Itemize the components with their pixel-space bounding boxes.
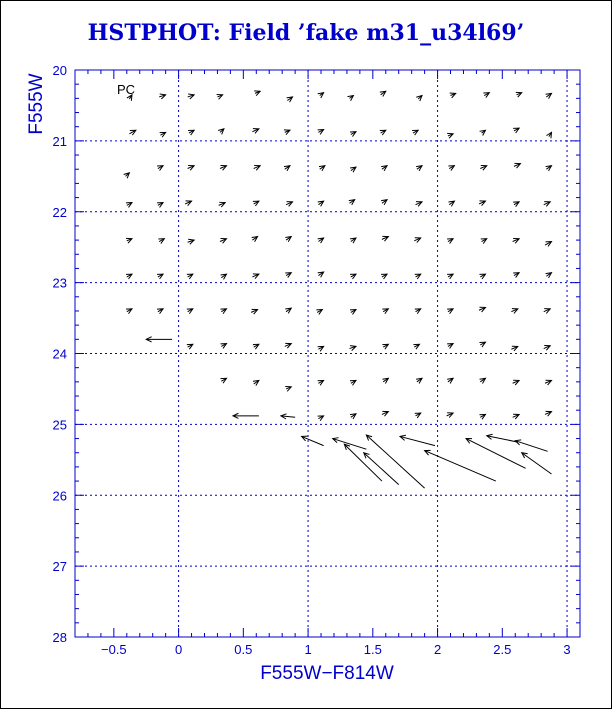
small-vector	[129, 130, 135, 135]
small-vector	[126, 238, 132, 243]
long-vector	[302, 436, 324, 446]
x-tick-label: 2	[433, 642, 442, 657]
long-vector-shaft	[400, 436, 435, 445]
long-vector-shaft	[425, 451, 496, 481]
long-vector	[487, 434, 518, 442]
small-vector	[252, 237, 258, 242]
small-vector	[380, 91, 386, 96]
small-vector	[350, 380, 356, 385]
y-tick-label: 28	[52, 630, 67, 645]
small-vector	[513, 414, 519, 419]
small-vector	[350, 238, 356, 243]
small-vector	[545, 411, 551, 416]
small-vector	[381, 200, 387, 205]
small-vector	[157, 274, 163, 279]
small-vector	[285, 343, 291, 348]
y-tick-label: 21	[52, 133, 67, 149]
small-vector	[285, 308, 291, 313]
small-vector	[447, 133, 453, 138]
small-vector	[157, 166, 163, 171]
small-vector	[188, 239, 194, 244]
small-vector	[546, 132, 551, 138]
small-vector	[447, 378, 453, 383]
pc-annotation: PC	[117, 82, 136, 97]
small-vector	[185, 201, 191, 206]
small-vector	[285, 273, 291, 278]
long-vector	[233, 413, 259, 418]
small-vector	[318, 238, 324, 243]
small-vector	[217, 94, 223, 99]
long-vector-shaft	[302, 436, 324, 445]
small-vector	[159, 94, 165, 99]
small-vector	[514, 163, 520, 168]
small-vector	[448, 166, 454, 171]
small-vector	[285, 237, 291, 242]
small-vector	[546, 273, 552, 278]
small-vector	[318, 130, 324, 135]
small-vector	[188, 94, 194, 99]
small-vector	[126, 274, 132, 279]
small-vector	[380, 130, 386, 135]
small-vector	[188, 130, 194, 135]
long-vector	[344, 444, 382, 481]
long-vector	[400, 435, 435, 445]
long-vector	[333, 438, 367, 449]
small-vector	[350, 414, 356, 419]
small-vector	[253, 201, 259, 206]
small-vector	[447, 239, 453, 244]
x-tick-label: −0.5	[101, 642, 127, 657]
small-vector	[516, 92, 522, 97]
small-vector	[347, 96, 353, 101]
small-vector	[319, 166, 325, 171]
x-tick-label: 0.5	[234, 642, 253, 657]
small-vector	[513, 238, 519, 243]
small-vector	[381, 166, 387, 171]
small-vector	[349, 200, 355, 205]
long-vector	[522, 453, 552, 474]
small-vector	[251, 309, 257, 314]
small-vector	[316, 310, 322, 315]
small-vector	[350, 167, 356, 172]
small-vector	[382, 309, 388, 314]
small-vector	[318, 201, 324, 206]
small-vector	[415, 274, 421, 279]
small-vector	[481, 239, 487, 244]
grid	[75, 70, 580, 637]
small-vector	[450, 93, 456, 98]
small-vector	[318, 93, 324, 98]
x-axis-label: F555W−F814W	[260, 663, 394, 684]
small-vector-head	[546, 132, 551, 138]
small-vector	[187, 344, 193, 349]
small-vector	[480, 378, 486, 383]
small-vector	[382, 344, 388, 349]
small-vector	[284, 166, 290, 171]
small-vector	[546, 93, 552, 98]
long-vector-shaft	[366, 435, 424, 488]
small-vector	[350, 132, 356, 137]
small-vector	[253, 344, 259, 349]
small-vector	[350, 346, 356, 351]
small-vector	[447, 413, 453, 418]
small-vector	[221, 309, 227, 314]
long-vector-shaft	[515, 441, 547, 452]
small-vector	[252, 129, 258, 134]
x-tick-labels	[101, 642, 571, 657]
small-vector	[126, 203, 132, 208]
long-vector-shaft	[522, 453, 552, 474]
small-vector	[511, 309, 517, 314]
small-vector	[416, 202, 422, 207]
small-vector	[160, 132, 166, 137]
small-vector	[544, 202, 550, 207]
y-tick-label: 23	[52, 275, 67, 291]
long-vector-shaft	[344, 444, 382, 481]
y-tick-label: 20	[52, 63, 67, 78]
small-vector	[412, 130, 418, 135]
small-vector	[350, 274, 356, 279]
small-vector	[381, 274, 387, 279]
small-vector	[284, 130, 290, 135]
small-vector	[318, 416, 324, 421]
y-tick-label: 26	[52, 488, 67, 504]
small-vector	[187, 274, 193, 279]
small-vector	[220, 238, 226, 243]
long-vector	[281, 414, 295, 419]
small-vector	[416, 378, 422, 383]
long-vector	[146, 337, 172, 342]
y-axis-label: F555W	[26, 73, 47, 135]
small-vector	[479, 274, 485, 279]
small-vector	[479, 342, 485, 347]
small-vector	[253, 380, 259, 385]
small-vector	[382, 411, 388, 416]
small-vector	[447, 309, 453, 314]
small-vector	[382, 236, 388, 241]
small-vector	[513, 380, 519, 385]
y-tick-labels	[53, 63, 67, 645]
small-vector	[483, 93, 489, 98]
small-vector	[221, 344, 227, 349]
y-tick-label: 27	[52, 559, 67, 575]
small-vector	[220, 165, 226, 170]
small-vector	[157, 309, 163, 314]
small-vector	[511, 346, 517, 351]
small-vector	[187, 309, 193, 314]
small-vector	[479, 201, 485, 206]
small-vector	[480, 165, 486, 170]
small-vector	[546, 166, 552, 171]
small-vector	[513, 128, 519, 133]
small-vector	[479, 414, 485, 419]
y-tick-label: 25	[52, 417, 67, 433]
small-vector	[157, 203, 163, 208]
small-vector	[447, 274, 453, 279]
small-vector	[416, 96, 422, 102]
small-vector	[545, 242, 551, 247]
small-vector	[221, 274, 227, 279]
small-vector	[416, 166, 422, 171]
small-vector	[252, 274, 258, 279]
small-vector	[254, 91, 260, 96]
long-vector	[466, 439, 526, 469]
small-vector	[318, 346, 324, 351]
y-tick-label: 24	[52, 346, 67, 362]
small-vector	[318, 272, 324, 277]
small-vector	[415, 309, 421, 314]
long-vector	[425, 450, 496, 481]
small-vector	[318, 380, 324, 385]
y-tick-label: 22	[52, 204, 67, 220]
small-vector	[544, 345, 550, 350]
small-vector	[413, 344, 419, 349]
small-vector	[126, 309, 132, 314]
small-vector	[221, 378, 227, 383]
x-tick-label: 2.5	[493, 642, 512, 657]
long-vector	[366, 435, 424, 488]
small-vector	[414, 238, 420, 243]
small-vector	[219, 202, 225, 207]
x-tick-label: 0	[174, 642, 183, 657]
small-vector	[287, 97, 293, 102]
small-vector	[188, 165, 194, 170]
long-vector-shaft	[466, 439, 526, 469]
small-vector	[447, 344, 453, 349]
small-vector	[513, 202, 519, 207]
small-vector	[350, 310, 356, 315]
small-vector	[544, 309, 550, 314]
small-vector	[218, 129, 224, 135]
small-vector	[285, 386, 291, 391]
x-tick-label: 3	[563, 642, 571, 657]
small-vector	[158, 239, 164, 244]
small-vector	[480, 130, 486, 135]
small-vector	[124, 173, 130, 179]
x-tick-label: 1.5	[363, 642, 382, 657]
small-vector	[286, 202, 292, 207]
long-vector	[515, 440, 547, 451]
long-vector-shaft	[333, 439, 367, 450]
x-tick-label: 1	[304, 642, 312, 657]
small-vector	[254, 165, 260, 170]
small-vector	[382, 378, 388, 383]
small-vector	[545, 380, 551, 385]
small-vector	[513, 273, 519, 278]
vectors	[124, 91, 552, 488]
chart-title: HSTPHOT: Field ’fake m31_u34l69’	[87, 20, 525, 46]
small-vector	[415, 413, 421, 418]
small-vector	[448, 201, 454, 206]
small-vector	[479, 307, 485, 312]
